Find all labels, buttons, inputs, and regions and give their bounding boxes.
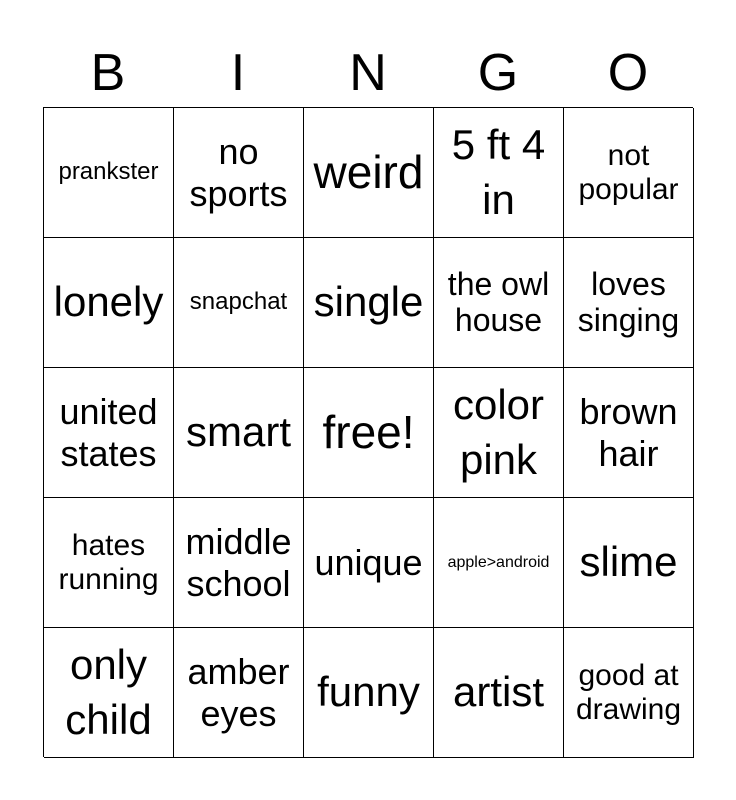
bingo-cell[interactable]: united states <box>44 368 174 498</box>
bingo-cell[interactable]: amber eyes <box>174 628 304 758</box>
bingo-cell[interactable]: apple>android <box>434 498 564 628</box>
bingo-cell[interactable]: loves singing <box>564 238 694 368</box>
bingo-cell[interactable]: middle school <box>174 498 304 628</box>
bingo-cell[interactable]: color pink <box>434 368 564 498</box>
header-letter-i: I <box>230 44 246 102</box>
header-letter-n: N <box>349 44 387 102</box>
bingo-cell[interactable]: good at drawing <box>564 628 694 758</box>
bingo-cell[interactable]: hates running <box>44 498 174 628</box>
bingo-cell[interactable]: brown hair <box>564 368 694 498</box>
bingo-cell[interactable]: smart <box>174 368 304 498</box>
bingo-cell[interactable]: prankster <box>44 108 174 238</box>
bingo-cell[interactable]: snapchat <box>174 238 304 368</box>
bingo-cell[interactable]: funny <box>304 628 434 758</box>
free-space-cell[interactable]: free! <box>304 368 434 498</box>
bingo-cell[interactable]: artist <box>434 628 564 758</box>
bingo-cell[interactable]: only child <box>44 628 174 758</box>
bingo-cell[interactable]: unique <box>304 498 434 628</box>
bingo-cell[interactable]: not popular <box>564 108 694 238</box>
bingo-cell[interactable]: 5 ft 4 in <box>434 108 564 238</box>
bingo-cell[interactable]: lonely <box>44 238 174 368</box>
bingo-cell[interactable]: slime <box>564 498 694 628</box>
header-letter-b: B <box>90 44 126 102</box>
bingo-cell[interactable]: single <box>304 238 434 368</box>
bingo-cell[interactable]: no sports <box>174 108 304 238</box>
bingo-cell[interactable]: the owl house <box>434 238 564 368</box>
header-letter-o: O <box>607 44 649 102</box>
bingo-header <box>43 40 693 106</box>
bingo-board <box>43 107 693 757</box>
bingo-cell[interactable]: weird <box>304 108 434 238</box>
header-letter-g: G <box>477 44 519 102</box>
